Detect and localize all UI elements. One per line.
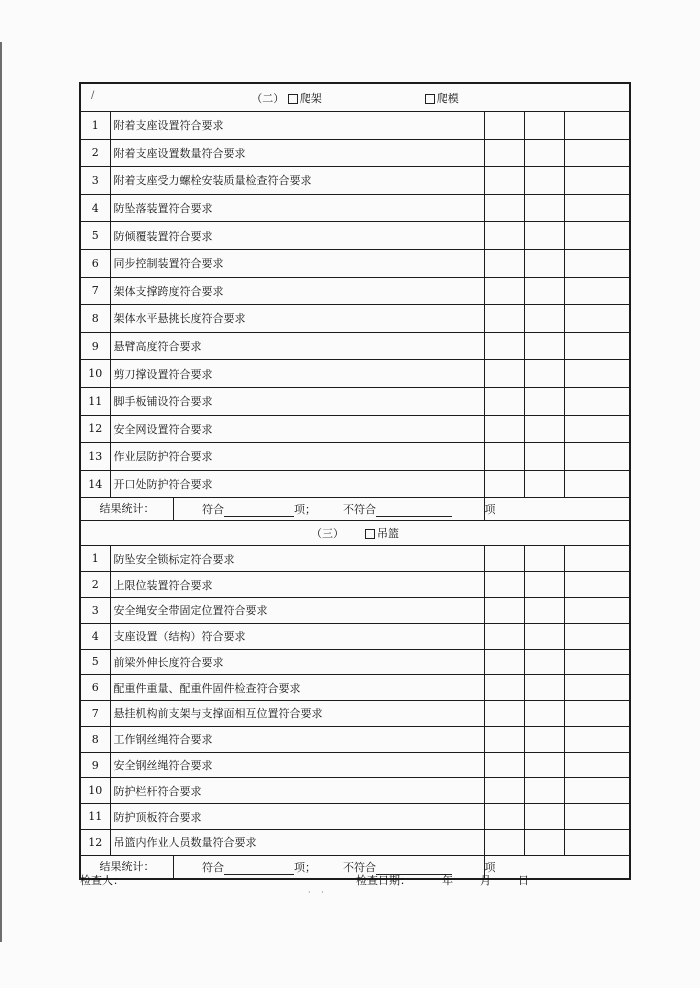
check-cell-3[interactable] [564, 112, 630, 140]
item-description: 脚手板铺设符合要求 [110, 387, 484, 415]
check-cell-3[interactable] [564, 194, 630, 222]
section2-unit1: 项； [294, 503, 316, 517]
item-description: 防坠安全锁标定符合要求 [110, 546, 484, 572]
item-number: 10 [80, 778, 110, 804]
check-cell-3[interactable] [564, 546, 630, 572]
table-row [80, 470, 630, 498]
item-description: 悬臂高度符合要求 [110, 332, 484, 360]
table-row [80, 804, 630, 830]
section2-prefix: （二） [251, 91, 285, 105]
check-cell-2[interactable] [524, 597, 564, 623]
table-row [80, 701, 630, 727]
section2-summary-row [80, 498, 630, 521]
check-cell-2[interactable] [524, 249, 564, 277]
section2-nonconform-label: 不符合 [343, 503, 376, 517]
table-row [80, 387, 630, 415]
item-number: 7 [80, 277, 110, 305]
item-number: 4 [80, 194, 110, 222]
check-cell-1[interactable] [484, 415, 524, 443]
item-number: 1 [80, 546, 110, 572]
check-cell-3[interactable] [564, 387, 630, 415]
check-cell-2[interactable] [524, 112, 564, 140]
check-cell-1[interactable] [484, 701, 524, 727]
inspection-table [79, 82, 631, 880]
item-number: 8 [80, 726, 110, 752]
check-cell-2[interactable] [524, 675, 564, 701]
table-row [80, 443, 630, 471]
section2-summary-label: 结果统计： [81, 498, 174, 520]
check-cell-3[interactable] [564, 675, 630, 701]
check-cell-1[interactable] [484, 623, 524, 649]
item-description: 附着支座设置符合要求 [110, 112, 484, 140]
table-row [80, 415, 630, 443]
item-number: 6 [80, 675, 110, 701]
check-cell-1[interactable] [484, 546, 524, 572]
section3-unit2: 项 [484, 860, 496, 874]
section2-conform-label: 符合 [202, 503, 224, 517]
table-row [80, 332, 630, 360]
section3-conform-label: 符合 [202, 860, 224, 874]
item-description: 附着支座设置数量符合要求 [110, 139, 484, 167]
check-cell-3[interactable] [564, 443, 630, 471]
item-number: 6 [80, 249, 110, 277]
section2-option2-label: 爬模 [436, 91, 459, 105]
item-description: 防倾覆装置符合要求 [110, 222, 484, 250]
table-row [80, 167, 630, 195]
section3-prefix: （三） [311, 527, 345, 541]
check-cell-2[interactable] [524, 830, 564, 856]
item-description: 同步控制装置符合要求 [110, 249, 484, 277]
checkbox-option-gondola[interactable] [365, 529, 375, 539]
inspection-form [79, 82, 631, 880]
check-cell-2[interactable] [524, 726, 564, 752]
check-cell-1[interactable] [484, 804, 524, 830]
check-cell-3[interactable] [564, 139, 630, 167]
check-cell-1[interactable] [484, 726, 524, 752]
check-cell-3[interactable] [564, 360, 630, 388]
check-cell-2[interactable] [524, 139, 564, 167]
check-cell-2[interactable] [524, 194, 564, 222]
item-number: 9 [80, 332, 110, 360]
check-cell-2[interactable] [524, 443, 564, 471]
item-description: 上限位装置符合要求 [110, 572, 484, 598]
section2-conform-count-field[interactable] [224, 504, 294, 517]
item-number: 5 [80, 222, 110, 250]
item-description: 作业层防护符合要求 [110, 443, 484, 471]
item-number: 10 [80, 360, 110, 388]
date-day[interactable]: 日 [518, 874, 529, 887]
table-row [80, 546, 630, 572]
item-number: 13 [80, 443, 110, 471]
date-label: 检查日期： [356, 874, 411, 887]
scan-speckles: · · [308, 888, 328, 897]
check-cell-1[interactable] [484, 443, 524, 471]
check-cell-1[interactable] [484, 752, 524, 778]
item-number: 12 [80, 830, 110, 856]
check-cell-1[interactable] [484, 675, 524, 701]
item-number: 12 [80, 415, 110, 443]
check-cell-3[interactable] [564, 572, 630, 598]
table-row [80, 623, 630, 649]
footer-date [356, 872, 529, 888]
check-cell-3[interactable] [564, 778, 630, 804]
item-number: 3 [80, 167, 110, 195]
table-row [80, 194, 630, 222]
item-number: 14 [80, 470, 110, 498]
check-cell-3[interactable] [564, 649, 630, 675]
check-cell-1[interactable] [484, 222, 524, 250]
table-row [80, 778, 630, 804]
check-cell-2[interactable] [524, 332, 564, 360]
check-cell-1[interactable] [484, 360, 524, 388]
item-description: 剪刀撑设置符合要求 [110, 360, 484, 388]
item-description: 防护顶板符合要求 [110, 804, 484, 830]
check-cell-2[interactable] [524, 167, 564, 195]
item-number: 5 [80, 649, 110, 675]
table-row [80, 597, 630, 623]
item-description: 工作钢丝绳符合要求 [110, 726, 484, 752]
check-cell-2[interactable] [524, 546, 564, 572]
table-row [80, 572, 630, 598]
check-cell-2[interactable] [524, 804, 564, 830]
item-description: 前梁外伸长度符合要求 [110, 649, 484, 675]
item-number: 9 [80, 752, 110, 778]
section3-header [80, 521, 630, 546]
check-cell-3[interactable] [564, 752, 630, 778]
item-number: 4 [80, 623, 110, 649]
check-cell-1[interactable] [484, 194, 524, 222]
check-cell-3[interactable] [564, 701, 630, 727]
table-row [80, 830, 630, 856]
check-cell-3[interactable] [564, 277, 630, 305]
item-description: 防坠落装置符合要求 [110, 194, 484, 222]
check-cell-3[interactable] [564, 305, 630, 333]
item-description: 安全绳安全带固定位置符合要求 [110, 597, 484, 623]
item-description: 安全网设置符合要求 [110, 415, 484, 443]
section2-option1-label: 爬架 [299, 91, 322, 105]
section2-nonconform-count-field[interactable] [376, 504, 452, 517]
item-number: 11 [80, 804, 110, 830]
check-cell-3[interactable] [564, 804, 630, 830]
section2-header [80, 83, 630, 112]
item-description: 架体支撑跨度符合要求 [110, 277, 484, 305]
check-cell-3[interactable] [564, 332, 630, 360]
check-cell-2[interactable] [524, 387, 564, 415]
checkbox-option-climbing-frame[interactable] [288, 94, 298, 104]
check-cell-2[interactable] [524, 778, 564, 804]
check-cell-2[interactable] [524, 572, 564, 598]
table-row [80, 249, 630, 277]
item-number: 1 [80, 112, 110, 140]
section3-conform-count-field[interactable] [224, 862, 294, 875]
section3-nonconform-label: 不符合 [343, 860, 376, 874]
check-cell-3[interactable] [564, 167, 630, 195]
item-number: 7 [80, 701, 110, 727]
check-cell-1[interactable] [484, 649, 524, 675]
table-row [80, 112, 630, 140]
check-cell-1[interactable] [484, 305, 524, 333]
check-cell-3[interactable] [564, 726, 630, 752]
check-cell-3[interactable] [564, 597, 630, 623]
check-cell-2[interactable] [524, 470, 564, 498]
check-cell-3[interactable] [564, 830, 630, 856]
check-cell-1[interactable] [484, 112, 524, 140]
check-cell-2[interactable] [524, 415, 564, 443]
check-cell-1[interactable] [484, 830, 524, 856]
table-row [80, 305, 630, 333]
table-row [80, 752, 630, 778]
check-cell-3[interactable] [564, 249, 630, 277]
check-cell-2[interactable] [524, 222, 564, 250]
section3-summary-label: 结果统计： [81, 856, 174, 878]
check-cell-2[interactable] [524, 305, 564, 333]
inspector-label: 检查人： [80, 874, 124, 887]
check-cell-1[interactable] [484, 778, 524, 804]
check-cell-2[interactable] [524, 752, 564, 778]
section2-unit2: 项 [484, 503, 496, 517]
date-month[interactable]: 月 [480, 874, 491, 887]
item-description: 附着支座受力螺栓安装质量检查符合要求 [110, 167, 484, 195]
table-row [80, 277, 630, 305]
item-number: 11 [80, 387, 110, 415]
item-number: 2 [80, 139, 110, 167]
date-year[interactable]: 年 [442, 874, 453, 887]
check-cell-1[interactable] [484, 332, 524, 360]
check-cell-1[interactable] [484, 277, 524, 305]
item-number: 3 [80, 597, 110, 623]
table-row [80, 726, 630, 752]
check-cell-2[interactable] [524, 701, 564, 727]
table-row [80, 139, 630, 167]
item-description: 防护栏杆符合要求 [110, 778, 484, 804]
check-cell-2[interactable] [524, 360, 564, 388]
check-cell-2[interactable] [524, 277, 564, 305]
check-cell-3[interactable] [564, 623, 630, 649]
check-cell-1[interactable] [484, 387, 524, 415]
item-description: 悬挂机构前支架与支撑面相互位置符合要求 [110, 701, 484, 727]
section3-option1-label: 吊篮 [377, 527, 400, 541]
table-row [80, 222, 630, 250]
item-description: 吊篮内作业人员数量符合要求 [110, 830, 484, 856]
item-number: 2 [80, 572, 110, 598]
item-number: 8 [80, 305, 110, 333]
check-cell-1[interactable] [484, 139, 524, 167]
item-description: 支座设置（结构）符合要求 [110, 623, 484, 649]
item-description: 配重件重量、配重件固件检查符合要求 [110, 675, 484, 701]
item-description: 开口处防护符合要求 [110, 470, 484, 498]
page-edge-shadow [0, 42, 2, 942]
check-cell-1[interactable] [484, 249, 524, 277]
checkbox-option-climbing-formwork[interactable] [425, 94, 435, 104]
check-cell-1[interactable] [484, 167, 524, 195]
item-description: 安全钢丝绳符合要求 [110, 752, 484, 778]
table-row [80, 649, 630, 675]
check-cell-1[interactable] [484, 597, 524, 623]
section3-unit1: 项； [294, 860, 316, 874]
check-cell-2[interactable] [524, 623, 564, 649]
table-row [80, 675, 630, 701]
table-row [80, 360, 630, 388]
item-description: 架体水平悬挑长度符合要求 [110, 305, 484, 333]
check-cell-3[interactable] [564, 470, 630, 498]
check-cell-1[interactable] [484, 470, 524, 498]
corner-mark: / [91, 89, 95, 101]
check-cell-3[interactable] [564, 222, 630, 250]
check-cell-1[interactable] [484, 572, 524, 598]
check-cell-3[interactable] [564, 415, 630, 443]
check-cell-2[interactable] [524, 649, 564, 675]
